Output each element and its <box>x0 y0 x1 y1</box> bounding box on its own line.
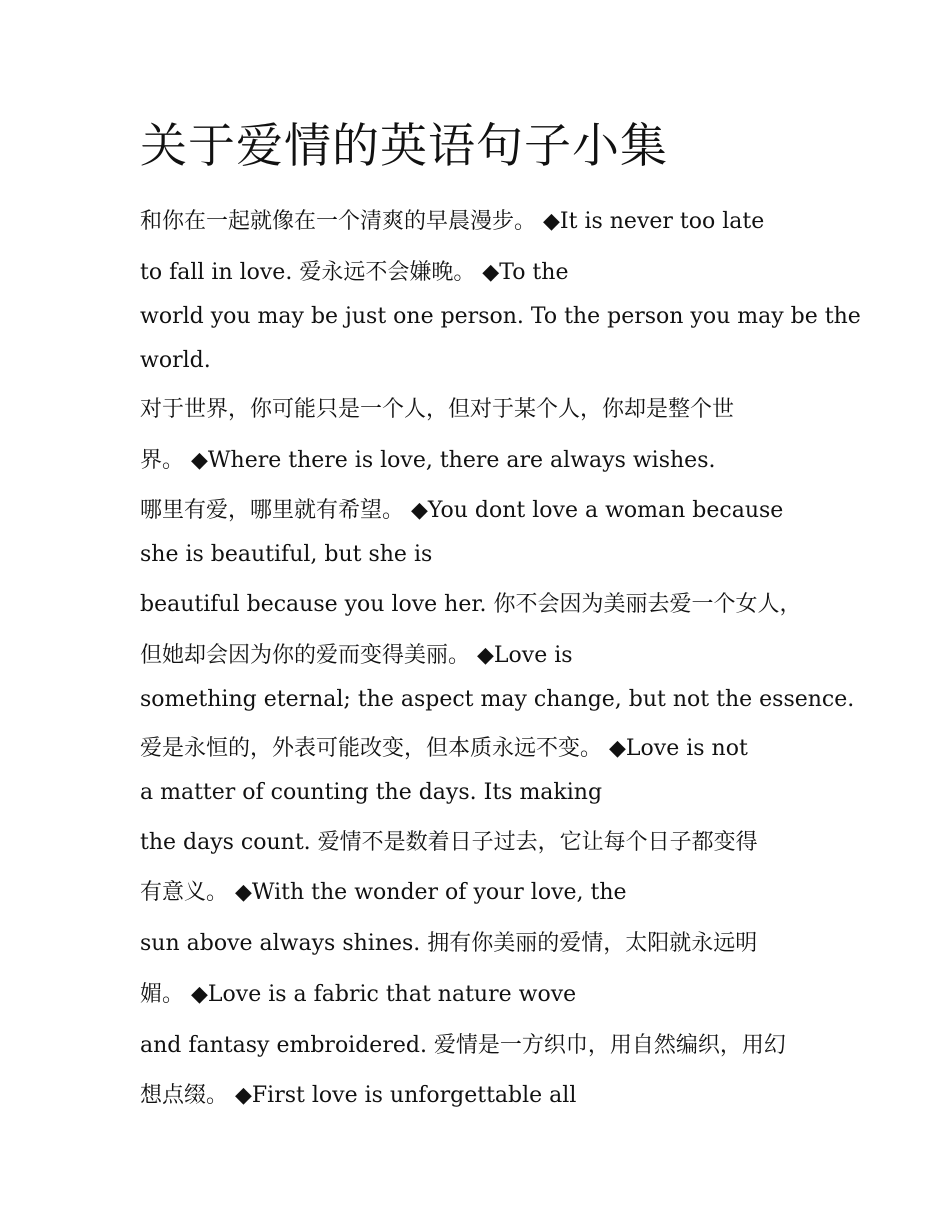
body-line: and fantasy embroidered. 爱情是一方织巾，用自然编织，用幻 <box>140 1033 786 1058</box>
body-line: 爱是永恒的，外表可能改变，但本质永远不变。 ◆Love is not <box>140 736 748 761</box>
body-line: world. <box>140 348 211 373</box>
body-line: 哪里有爱，哪里就有希望。 ◆You dont love a woman because <box>140 498 784 523</box>
body-line: 和你在一起就像在一个清爽的早晨漫步。 ◆It is never too late <box>140 209 765 234</box>
body-line: 想点缀。 ◆First love is unforgettable all <box>140 1083 577 1108</box>
body-line: 媚。 ◆Love is a fabric that nature wove <box>140 982 577 1007</box>
body-line: she is beautiful, but she is <box>140 542 433 567</box>
body-line: to fall in love. 爱永远不会嫌晚。 ◆To the <box>140 260 569 285</box>
body-line: 界。 ◆Where there is love, there are always wishes. <box>140 448 716 473</box>
body-line: a matter of counting the days. Its making <box>140 780 603 805</box>
body-line: beautiful because you love her. 你不会因为美丽去爱一个女人， <box>140 592 802 617</box>
document-title: 关于爱情的英语句子小集 <box>140 119 668 174</box>
body-line: sun above always shines. 拥有你美丽的爱情，太阳就永远明 <box>140 931 758 956</box>
body-line: 但她却会因为你的爱而变得美丽。 ◆Love is <box>140 643 573 668</box>
body-line: 有意义。 ◆With the wonder of your love, the <box>140 880 627 905</box>
body-line: world you may be just one person. To the person you may be the <box>140 304 861 329</box>
body-line: something eternal; the aspect may change, but not the essence. <box>140 687 855 712</box>
body-line: the days count. 爱情不是数着日子过去，它让每个日子都变得 <box>140 830 758 855</box>
body-line: 对于世界，你可能只是一个人，但对于某个人，你却是整个世 <box>140 397 735 422</box>
